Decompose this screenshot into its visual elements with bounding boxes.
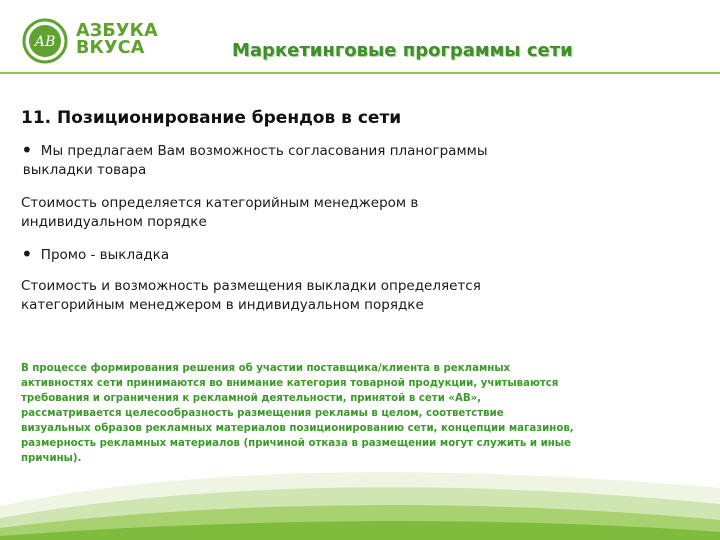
note-line: причины). <box>21 453 82 464</box>
bullet-text-line: Мы предлагаем Вам возможность согласования планограммы <box>40 143 488 159</box>
logo-line-2: ВКУСА <box>76 38 145 58</box>
note-line: визуальных образов рекламных материалов позиционированию сети, концепции магазинов, <box>21 423 574 434</box>
logo-emblem-text: АВ <box>34 34 56 50</box>
bullet-item-planogram <box>21 138 681 180</box>
text-line: индивидуальном порядке <box>21 214 207 230</box>
header-divider <box>0 72 720 74</box>
cost-text-1 <box>21 194 681 232</box>
header-title: Маркетинговые программы сети <box>232 40 573 61</box>
main-content <box>21 108 681 315</box>
note-line: рассматривается целесообразность размещения рекламы в целом, соответствие <box>21 408 504 419</box>
text-line: категорийным менеджером в индивидуальном порядке <box>21 297 424 313</box>
bullet-text-line: выкладки товара <box>22 162 147 178</box>
note-line: требования и ограничения к рекламной деятельности, принятой в сети «АВ», <box>21 393 482 404</box>
logo-wordmark <box>76 23 158 57</box>
bullet-text-line: Промо - выкладка <box>40 247 170 263</box>
text-line: Стоимость определяется категорийным менеджером в <box>21 195 419 211</box>
note-line: В процессе формирования решения об участии поставщика/клиента в рекламных <box>21 363 511 374</box>
bullet-icon: • <box>21 242 33 266</box>
note-line: активностях сети принимаются во внимание категория товарной продукции, учитываются <box>21 378 559 389</box>
bullet-icon: • <box>21 138 33 162</box>
section-heading: 11. Позиционирование брендов в сети <box>21 108 402 128</box>
cost-text-2 <box>21 277 681 315</box>
note-line: размерность рекламных материалов (причиной отказа в размещении могут служить и иные <box>21 438 571 449</box>
logo-line-1: АЗБУКА <box>76 21 158 41</box>
logo-emblem-icon <box>22 18 70 64</box>
text-line: Стоимость и возможность размещения выкладки определяется <box>21 278 481 294</box>
brand-logo <box>22 18 162 64</box>
bullet-item-promo <box>21 242 681 266</box>
decorative-wave <box>0 448 720 540</box>
